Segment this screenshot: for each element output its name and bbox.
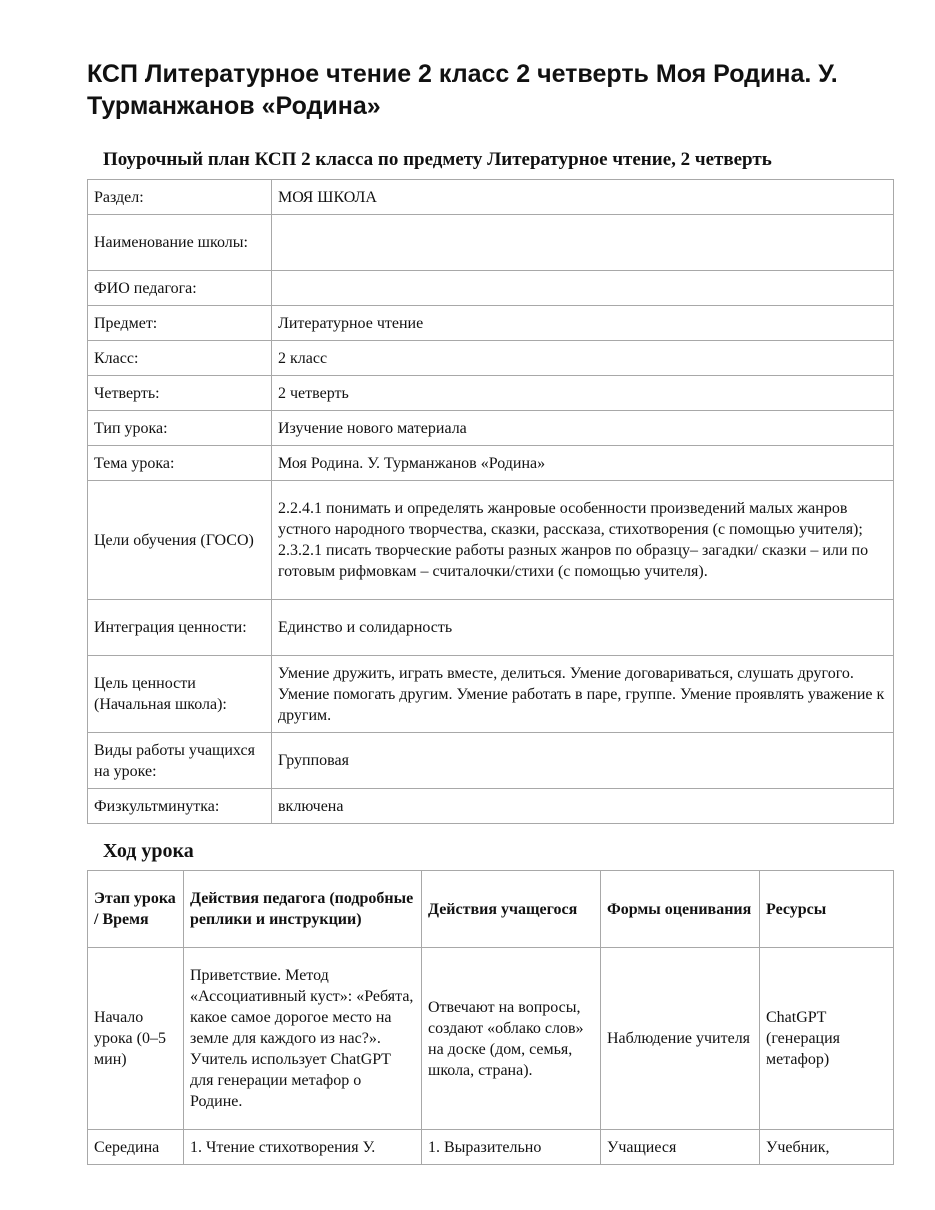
table-cell: 1. Чтение стихотворения У.	[184, 1130, 422, 1165]
info-value: включена	[272, 789, 894, 824]
info-value	[272, 271, 894, 306]
info-row-topic	[88, 446, 894, 481]
table-cell: Учебник,	[760, 1130, 894, 1165]
info-label: Тема урока:	[88, 446, 272, 481]
table-header-row	[88, 871, 894, 948]
table-cell: Начало урока (0–5 мин)	[88, 948, 184, 1130]
page-title: КСП Литературное чтение 2 класс 2 четверть Моя Родина. У. Турманжанов «Родина»	[87, 60, 838, 120]
info-row-class	[88, 341, 894, 376]
table-cell: Наблюдение учителя	[601, 948, 760, 1130]
info-row-work-types	[88, 733, 894, 789]
table-cell: Отвечают на вопросы, создают «облако слов» на доске (дом, семья, школа, страна).	[422, 948, 601, 1130]
info-row-quarter	[88, 376, 894, 411]
info-label: ФИО педагога:	[88, 271, 272, 306]
column-header-resources: Ресурсы	[760, 871, 894, 948]
info-label: Интеграция ценности:	[88, 600, 272, 656]
info-row-subject	[88, 306, 894, 341]
info-value: МОЯ ШКОЛА	[272, 180, 894, 215]
info-value: 2.2.4.1 понимать и определять жанровые особенности произведений малых жанров устного народного творчества, сказки, рассказа, стихотворения (с помощью учителя); 2.3.2.1 писать творческие работы разных жанров по образцу– загадки/ сказки – или по готовым рифмовкам – считалочки/стихи (с помощью учителя).	[272, 481, 894, 600]
info-value: Единство и солидарность	[272, 600, 894, 656]
column-header-stage: Этап урока / Время	[88, 871, 184, 948]
info-label: Цели обучения (ГОСО)	[88, 481, 272, 600]
info-value: Умение дружить, играть вместе, делиться. Умение договариваться, слушать другого. Умение помогать другим. Умение работать в паре, группе. Умение проявлять уважение к другим.	[272, 656, 894, 733]
info-label: Раздел:	[88, 180, 272, 215]
column-header-student-actions: Действия учащегося	[422, 871, 601, 948]
table-cell: Учащиеся	[601, 1130, 760, 1165]
info-row-section	[88, 180, 894, 215]
table-cell: Приветствие. Метод «Ассоциативный куст»: «Ребята, какое самое дорогое место на земле для каждого из нас?». Учитель использует ChatGPT для генерации метафор о Родине.	[184, 948, 422, 1130]
info-row-school	[88, 215, 894, 271]
info-value: 2 класс	[272, 341, 894, 376]
info-label: Класс:	[88, 341, 272, 376]
info-row-teacher	[88, 271, 894, 306]
lesson-flow-table	[87, 870, 894, 1165]
info-row-exercise-break	[88, 789, 894, 824]
info-label: Тип урока:	[88, 411, 272, 446]
column-header-assessment: Формы оценивания	[601, 871, 760, 948]
info-label: Предмет:	[88, 306, 272, 341]
info-row-value-goal	[88, 656, 894, 733]
info-row-values	[88, 600, 894, 656]
info-value: Литературное чтение	[272, 306, 894, 341]
table-cell: 1. Выразительно	[422, 1130, 601, 1165]
lesson-info-table	[87, 179, 894, 824]
info-label: Виды работы учащихся на уроке:	[88, 733, 272, 789]
info-row-lesson-type	[88, 411, 894, 446]
info-label: Наименование школы:	[88, 215, 272, 271]
table-row	[88, 1130, 894, 1165]
info-label: Физкультминутка:	[88, 789, 272, 824]
info-value: Моя Родина. У. Турманжанов «Родина»	[272, 446, 894, 481]
table-cell: Середина	[88, 1130, 184, 1165]
lesson-heading: Ход урока	[103, 840, 194, 862]
plan-heading: Поурочный план КСП 2 класса по предмету Литературное чтение, 2 четверть	[103, 149, 772, 170]
info-label: Цель ценности (Начальная школа):	[88, 656, 272, 733]
table-row	[88, 948, 894, 1130]
info-value: Изучение нового материала	[272, 411, 894, 446]
column-header-teacher-actions: Действия педагога (подробные реплики и инструкции)	[184, 871, 422, 948]
info-value	[272, 215, 894, 271]
info-value: 2 четверть	[272, 376, 894, 411]
info-value: Групповая	[272, 733, 894, 789]
table-cell: ChatGPT (генерация метафор)	[760, 948, 894, 1130]
info-row-goals	[88, 481, 894, 600]
info-label: Четверть:	[88, 376, 272, 411]
